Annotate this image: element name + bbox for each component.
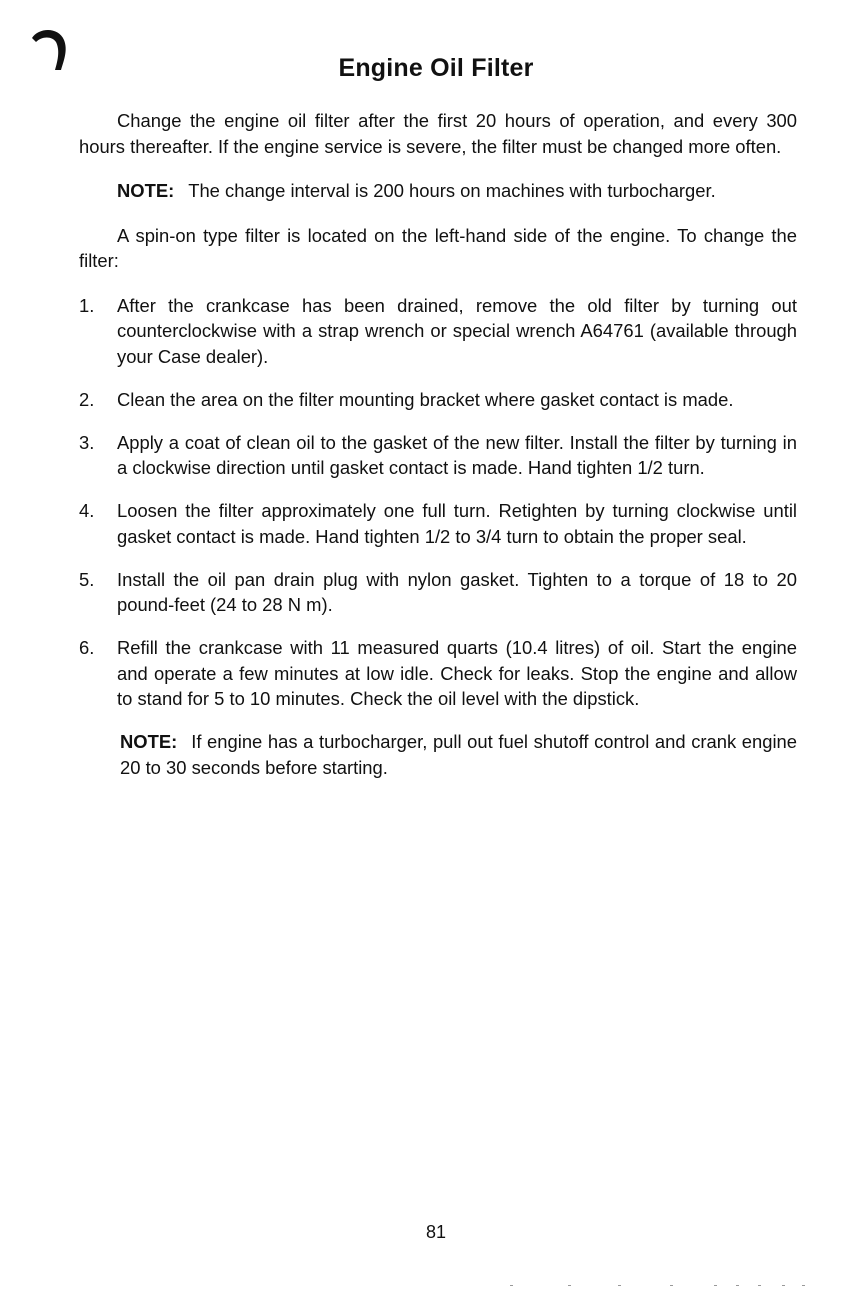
note-text: If engine has a turbocharger, pull out fuel shutoff control and crank engine 20 to 30 seconds before starting. bbox=[120, 731, 797, 778]
step-number: 4. bbox=[79, 500, 95, 521]
procedure-step bbox=[79, 498, 797, 549]
procedure-steps bbox=[79, 293, 797, 712]
procedure-step bbox=[79, 567, 797, 618]
step-number: 2. bbox=[79, 388, 95, 410]
turbocharger-note bbox=[120, 729, 797, 780]
procedure-step bbox=[79, 430, 797, 481]
document-body bbox=[79, 108, 797, 780]
scan-artifact-dots bbox=[500, 1284, 820, 1288]
step-number: 5. bbox=[79, 568, 95, 590]
note-label: NOTE: bbox=[117, 180, 175, 201]
note-label: NOTE: bbox=[120, 731, 178, 752]
step-text: Clean the area on the filter mounting bracket where gasket contact is made. bbox=[117, 388, 734, 410]
procedure-step bbox=[79, 635, 797, 712]
step-text: Install the oil pan drain plug with nylon gasket. Tighten to a torque of 18 to 20 pound-feet (24 to 28 N m). bbox=[117, 568, 797, 615]
page-title: Engine Oil Filter bbox=[338, 54, 534, 82]
step-number: 6. bbox=[79, 637, 95, 658]
interval-note bbox=[117, 178, 797, 204]
procedure-step bbox=[79, 387, 797, 413]
intro-paragraph: Change the engine oil filter after the first 20 hours of operation, and every 300 hours thereafter. If the engine service is severe, the filter must be changed more often. bbox=[79, 110, 797, 157]
procedure-step bbox=[79, 293, 797, 370]
page-number: 81 bbox=[425, 1222, 447, 1242]
step-number: 3. bbox=[79, 431, 95, 453]
step-number: 1. bbox=[79, 294, 95, 316]
step-text: After the crankcase has been drained, remove the old filter by turning out counterclockwise with a strap wrench or special wrench A64761 (available through your Case dealer). bbox=[117, 294, 797, 367]
step-text: Apply a coat of clean oil to the gasket of the new filter. Install the filter by turning in a clockwise direction until gasket contact is made. Hand tighten 1/2 turn. bbox=[117, 431, 797, 478]
note-text: The change interval is 200 hours on machines with turbocharger. bbox=[188, 180, 716, 201]
filter-location-paragraph: A spin-on type filter is located on the left-hand side of the engine. To change the filter: bbox=[79, 224, 797, 271]
step-text: Refill the crankcase with 11 measured quarts (10.4 litres) of oil. Start the engine and operate a few minutes at low idle. Check for leaks. Stop the engine and allow to stand for 5 to 10 minutes. Check the oil level with the dipstick. bbox=[117, 637, 797, 709]
step-text: Loosen the filter approximately one full turn. Retighten by turning clockwise until gasket contact is made. Hand tighten 1/2 to 3/4 turn to obtain the proper seal. bbox=[117, 500, 797, 547]
